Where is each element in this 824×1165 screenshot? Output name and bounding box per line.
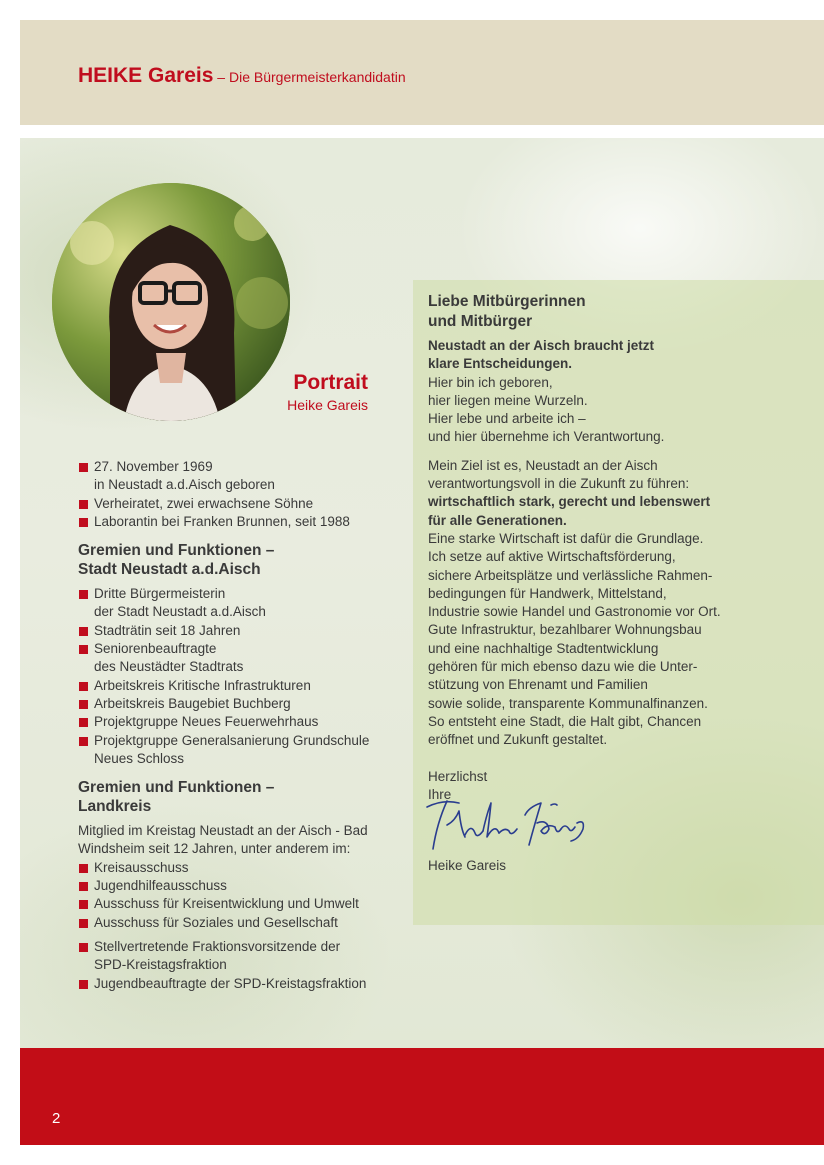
signature-name: Heike Gareis (428, 858, 507, 873)
bio-list (78, 458, 408, 531)
list-item: Arbeitskreis Kritische Infrastrukturen (78, 677, 408, 695)
county-roles-list (78, 938, 408, 993)
portrait-photo (52, 183, 290, 421)
letter-body: Mein Ziel ist es, Neustadt an der Aisch verantwortungsvoll in die Zukunft zu führen: wirtschaftlich stark, gerecht und lebenswert für alle Generationen. Eine starke Wirtschaft ist dafür die Grundlage. Ich setze auf aktive Wirtschaftsförderung, sichere Arbeitsplätze und verlässliche Rahmen- bedingungen für Handwerk, Mittelstand, Industrie sowie Handel und Gastronomie vor Ort. Gute Infrastruktur, bezahlbarer Wohnungsbau und eine nachhaltige Stadtentwicklung gehören für mich ebenso dazu wie die Unter- stützung von Ehrenamt und Familien sowie solide, transparente Kommunalfinanzen. So entsteht eine Stadt, die Halt gibt, Chancen eröffnet und Zukunft gestaltet. (428, 457, 721, 748)
list-item: Stadträtin seit 18 Jahren (78, 622, 408, 640)
bio-column (78, 458, 408, 993)
list-item: 27. November 1969 in Neustadt a.d.Aisch geboren (78, 458, 408, 495)
page-number: 2 (52, 1110, 61, 1127)
header-subtitle: – Die Bürgermeisterkandidatin (213, 69, 406, 85)
list-item: Arbeitskreis Baugebiet Buchberg (78, 695, 408, 713)
letter-intro: Neustadt an der Aisch braucht jetzt klare Entscheidungen. Hier bin ich geboren, hier liegen meine Wurzeln. Hier lebe und arbeite ich – und hier übernehme ich Verantwortung. (428, 338, 665, 445)
letter-box (413, 280, 824, 925)
list-item: Jugendhilfeausschuss (78, 877, 408, 895)
portrait-title (287, 370, 368, 414)
section-title-county: Gremien und Funktionen – Landkreis (78, 779, 275, 816)
list-item: Seniorenbeauftragte des Neustädter Stadtrats (78, 640, 408, 677)
list-item: Ausschuss für Soziales und Gesellschaft (78, 914, 408, 932)
list-item: Dritte Bürgermeisterin der Stadt Neustadt a.d.Aisch (78, 585, 408, 622)
section-title-city: Gremien und Funktionen – Stadt Neustadt a.d.Aisch (78, 542, 275, 579)
main-panel (20, 138, 824, 1048)
list-item: Verheiratet, zwei erwachsene Söhne (78, 495, 408, 513)
page-header (20, 20, 824, 125)
letter-text (428, 292, 813, 804)
signature-image (425, 793, 595, 858)
portrait-heading: Portrait (293, 371, 368, 394)
list-item: Laborantin bei Franken Brunnen, seit 1988 (78, 513, 408, 531)
portrait-name: Heike Gareis (287, 397, 368, 413)
list-item: Jugendbeauftragte der SPD-Kreistagsfraktion (78, 975, 408, 993)
list-item: Projektgruppe Generalsanierung Grundschule Neues Schloss (78, 732, 408, 769)
letter-title: Liebe Mitbürgerinnen und Mitbürger (428, 293, 586, 330)
letter-closing: Herzlichst Ihre (428, 768, 488, 802)
header-name: HEIKE Gareis (78, 64, 214, 87)
page-footer (20, 1048, 824, 1145)
list-item: Stellvertretende Fraktionsvorsitzende der SPD-Kreistagsfraktion (78, 938, 408, 975)
county-committees-list (78, 859, 408, 932)
header-title (78, 64, 406, 88)
city-functions-list (78, 585, 408, 768)
county-intro: Mitglied im Kreistag Neustadt an der Aisch - Bad Windsheim seit 12 Jahren, unter anderem im: (78, 823, 368, 857)
list-item: Projektgruppe Neues Feuerwehrhaus (78, 713, 408, 731)
list-item: Kreisausschuss (78, 859, 408, 877)
list-item: Ausschuss für Kreisentwicklung und Umwelt (78, 895, 408, 913)
